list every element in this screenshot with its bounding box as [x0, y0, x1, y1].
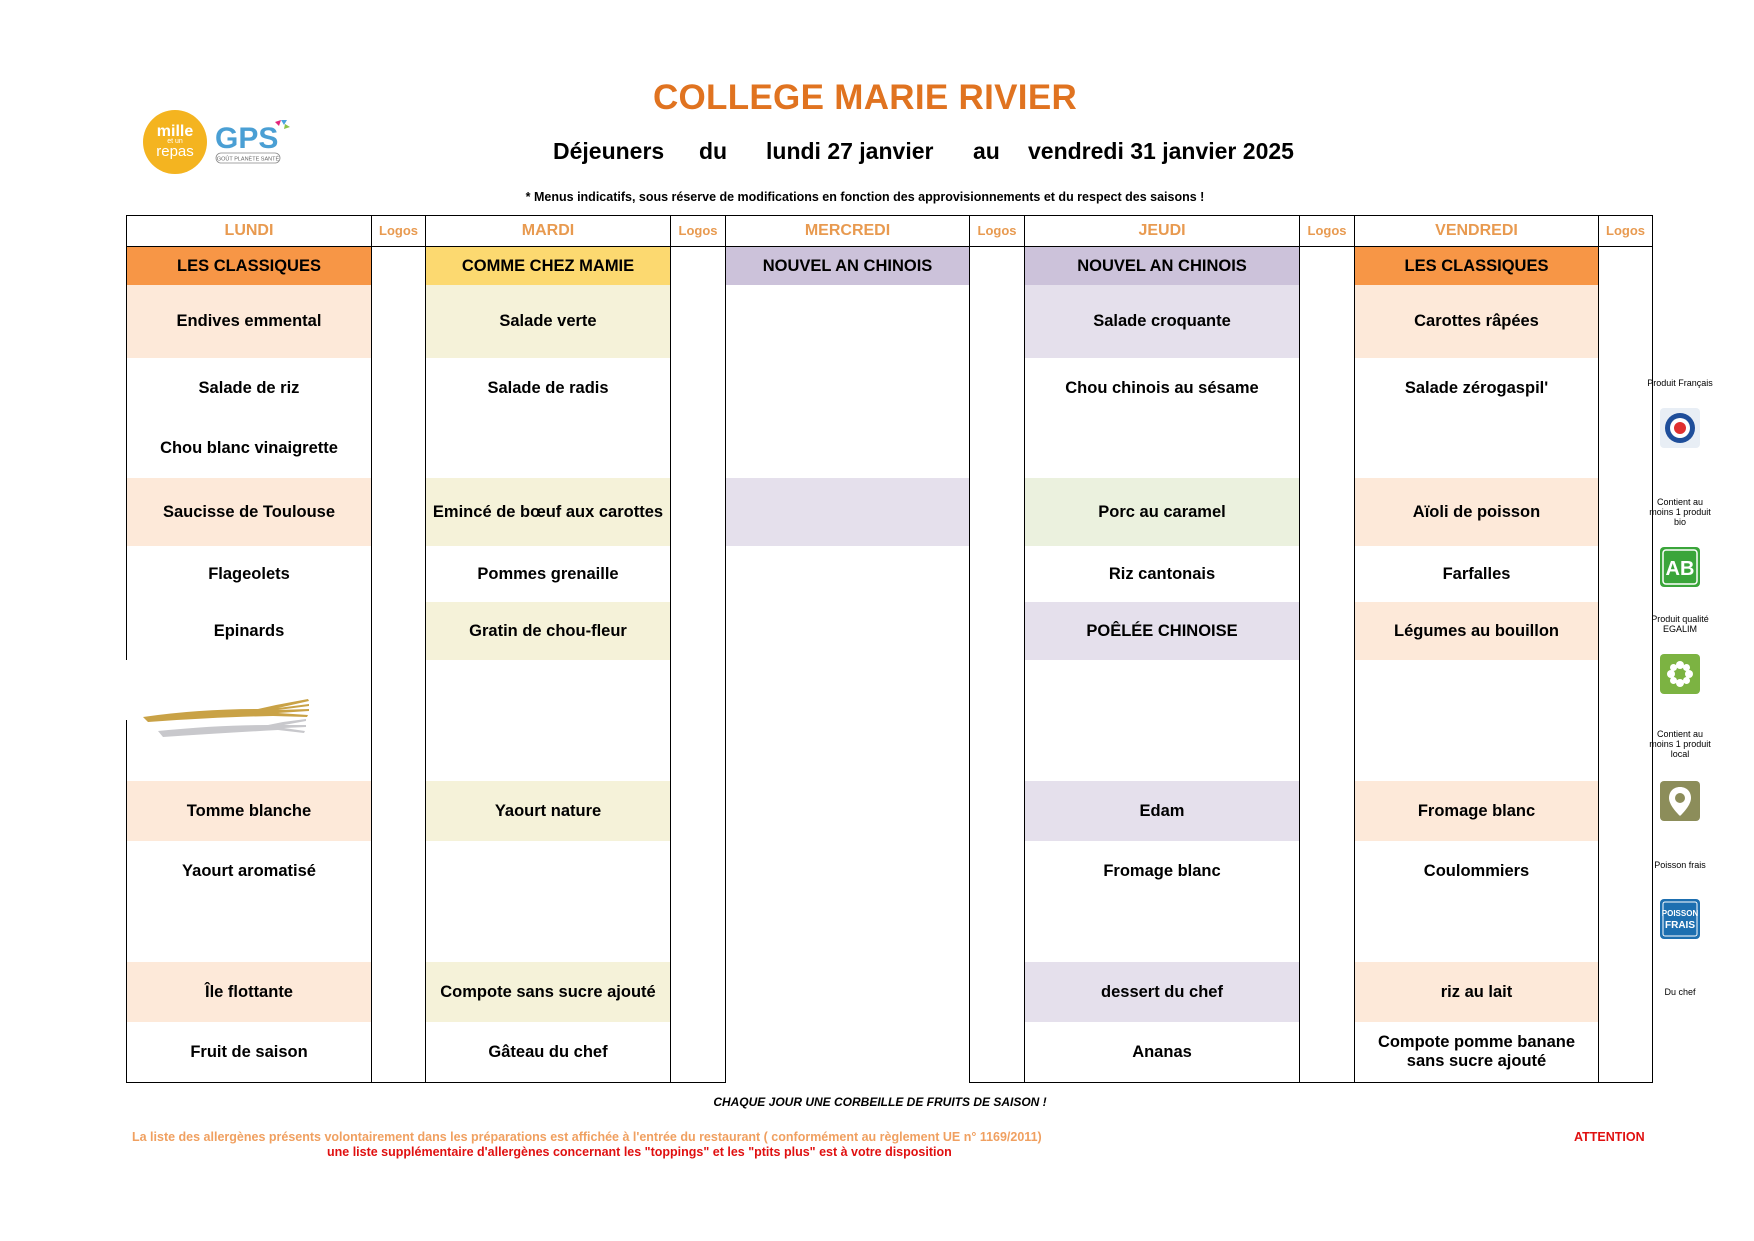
plat-mercredi — [726, 478, 969, 546]
dessert-lundi-2: Fruit de saison — [190, 1042, 308, 1061]
entree-lundi-2: Salade de riz — [198, 378, 300, 397]
entree-lundi-1: Endives emmental — [127, 285, 371, 358]
gps-tagline: GOÛT PLANÈTE SANTÉ — [216, 156, 280, 163]
dessert-mardi-2: Gâteau du chef — [488, 1042, 608, 1061]
fruits-notice: CHAQUE JOUR UNE CORBEILLE DE FRUITS DE SAISON ! — [713, 1095, 1047, 1109]
dessert-jeudi-2: Ananas — [1132, 1042, 1192, 1061]
ab-text: AB — [1665, 558, 1695, 580]
gps-logo-mark — [213, 118, 298, 166]
disclaimer: * Menus indicatifs, sous réserve de modifications en fonction des approvisionnements et du respect des saisons ! — [525, 190, 1205, 204]
egalim-flower-icon — [1660, 654, 1700, 694]
logos-header: Logos — [1606, 223, 1645, 238]
column-divider — [1598, 215, 1599, 1083]
accompagnement-lundi-2: Epinards — [213, 621, 285, 640]
theme-mardi: COMME CHEZ MAMIE — [426, 247, 670, 285]
legend-label-local: Contient au moins 1 produit local — [1649, 729, 1711, 759]
entree-mardi-2: Salade de radis — [487, 378, 609, 397]
table-border-bottom — [126, 1082, 726, 1083]
entree-vendredi-1: Carottes râpées — [1355, 285, 1598, 358]
date-to: vendredi 31 janvier 2025 — [1028, 138, 1294, 164]
legend-label-du-chef: Du chef — [1664, 987, 1696, 997]
fromage-lundi-1: Tomme blanche — [127, 781, 371, 841]
entree-mardi-1: Salade verte — [426, 285, 670, 358]
attention-label: ATTENTION — [1574, 1130, 1645, 1144]
gps-text: GPS — [215, 122, 279, 155]
entree-vendredi-2: Salade zérogaspil' — [1404, 378, 1549, 397]
day-header-mercredi: MERCREDI — [804, 222, 891, 239]
accompagnement-mardi-2: Gratin de chou-fleur — [426, 602, 670, 660]
fromage-mardi-1: Yaourt nature — [426, 781, 670, 841]
fromage-vendredi-1: Fromage blanc — [1355, 781, 1598, 841]
column-divider — [725, 215, 726, 1083]
poisson-frais-icon — [1660, 899, 1700, 939]
theme-vendredi: LES CLASSIQUES — [1355, 247, 1598, 285]
date-from: lundi 27 janvier — [766, 138, 934, 164]
table-border-right — [1652, 215, 1653, 1083]
day-header-jeudi: JEUDI — [1138, 222, 1186, 239]
logo-text: mille — [156, 123, 194, 140]
day-header-lundi: LUNDI — [224, 222, 274, 239]
legend-label-bio: Contient au moins 1 produit bio — [1649, 497, 1711, 527]
logos-header: Logos — [379, 223, 418, 238]
dessert-lundi-1: Île flottante — [127, 962, 371, 1022]
accompagnement-jeudi-2: POÊLÉE CHINOISE — [1025, 602, 1299, 660]
fromage-lundi-2: Yaourt aromatisé — [182, 861, 316, 880]
accompagnement-jeudi-1: Riz cantonais — [1108, 564, 1216, 583]
fork-icon — [138, 695, 313, 747]
legend-label-egalim: Produit qualité EGALIM — [1651, 614, 1709, 634]
plat-mardi: Emincé de bœuf aux carottes — [426, 478, 670, 546]
plat-lundi: Saucisse de Toulouse — [127, 478, 371, 546]
column-divider — [371, 215, 372, 1083]
theme-jeudi: NOUVEL AN CHINOIS — [1025, 247, 1299, 285]
logo-text: et un — [167, 138, 183, 145]
ab-bio-icon — [1660, 547, 1700, 587]
column-divider — [1299, 215, 1300, 1083]
allergens-toppings-notice: une liste supplémentaire d'allergènes concernant les "toppings" et les "ptits plus" est à votre disposition — [327, 1145, 952, 1159]
accompagnement-lundi-1: Flageolets — [208, 564, 290, 583]
frais-text: FRAIS — [1665, 920, 1695, 931]
gps-logo — [213, 118, 298, 166]
dessert-jeudi-1: dessert du chef — [1025, 962, 1299, 1022]
dessert-mardi-1: Compote sans sucre ajouté — [426, 962, 670, 1022]
au-label: au — [973, 138, 1000, 164]
table-border-bottom — [969, 1082, 1652, 1083]
dejeuners-label: Déjeuners — [553, 138, 665, 164]
dessert-vendredi-2: Compote pomme banane sans sucre ajouté — [1377, 1033, 1576, 1070]
fromage-jeudi-1: Edam — [1025, 781, 1299, 841]
fromage-jeudi-2: Fromage blanc — [1103, 861, 1221, 880]
mille-et-un-repas-logo — [143, 110, 207, 174]
fromage-vendredi-2: Coulommiers — [1423, 861, 1530, 880]
column-divider — [969, 215, 970, 1083]
accompagnement-mardi-1: Pommes grenaille — [477, 564, 619, 583]
du-label: du — [699, 138, 728, 164]
column-divider — [670, 215, 671, 1083]
entree-jeudi-1: Salade croquante — [1025, 285, 1299, 358]
day-header-mardi: MARDI — [521, 222, 575, 239]
entree-lundi-3: Chou blanc vinaigrette — [160, 438, 338, 457]
allergens-notice: La liste des allergènes présents volontairement dans les préparations est affichée à l'entrée du restaurant ( conformément au règlement UE n° 1169/2011) — [132, 1130, 1042, 1144]
logo-text: repas — [156, 143, 194, 160]
day-header-vendredi: VENDREDI — [1435, 222, 1518, 239]
french-flag-roundel-icon — [1660, 408, 1700, 448]
page-title: COLLEGE MARIE RIVIER — [652, 78, 1078, 117]
plat-jeudi: Porc au caramel — [1025, 478, 1299, 546]
map-pin-icon — [1660, 781, 1700, 821]
logos-header: Logos — [1307, 223, 1347, 238]
logos-header: Logos — [678, 223, 718, 238]
logos-header: Logos — [977, 223, 1017, 238]
poisson-text: POISSON — [1661, 909, 1699, 918]
accompagnement-vendredi-1: Farfalles — [1442, 564, 1511, 583]
legend-label-poisson-frais: Poisson frais — [1654, 860, 1706, 870]
accompagnement-vendredi-2: Légumes au bouillon — [1355, 602, 1598, 660]
legend-label-produit-francais: Produit Français — [1647, 378, 1713, 388]
plat-vendredi: Aïoli de poisson — [1355, 478, 1598, 546]
theme-mercredi: NOUVEL AN CHINOIS — [726, 247, 969, 285]
dessert-vendredi-1: riz au lait — [1355, 962, 1598, 1022]
entree-jeudi-2: Chou chinois au sésame — [1065, 378, 1259, 397]
theme-lundi: LES CLASSIQUES — [127, 247, 371, 285]
